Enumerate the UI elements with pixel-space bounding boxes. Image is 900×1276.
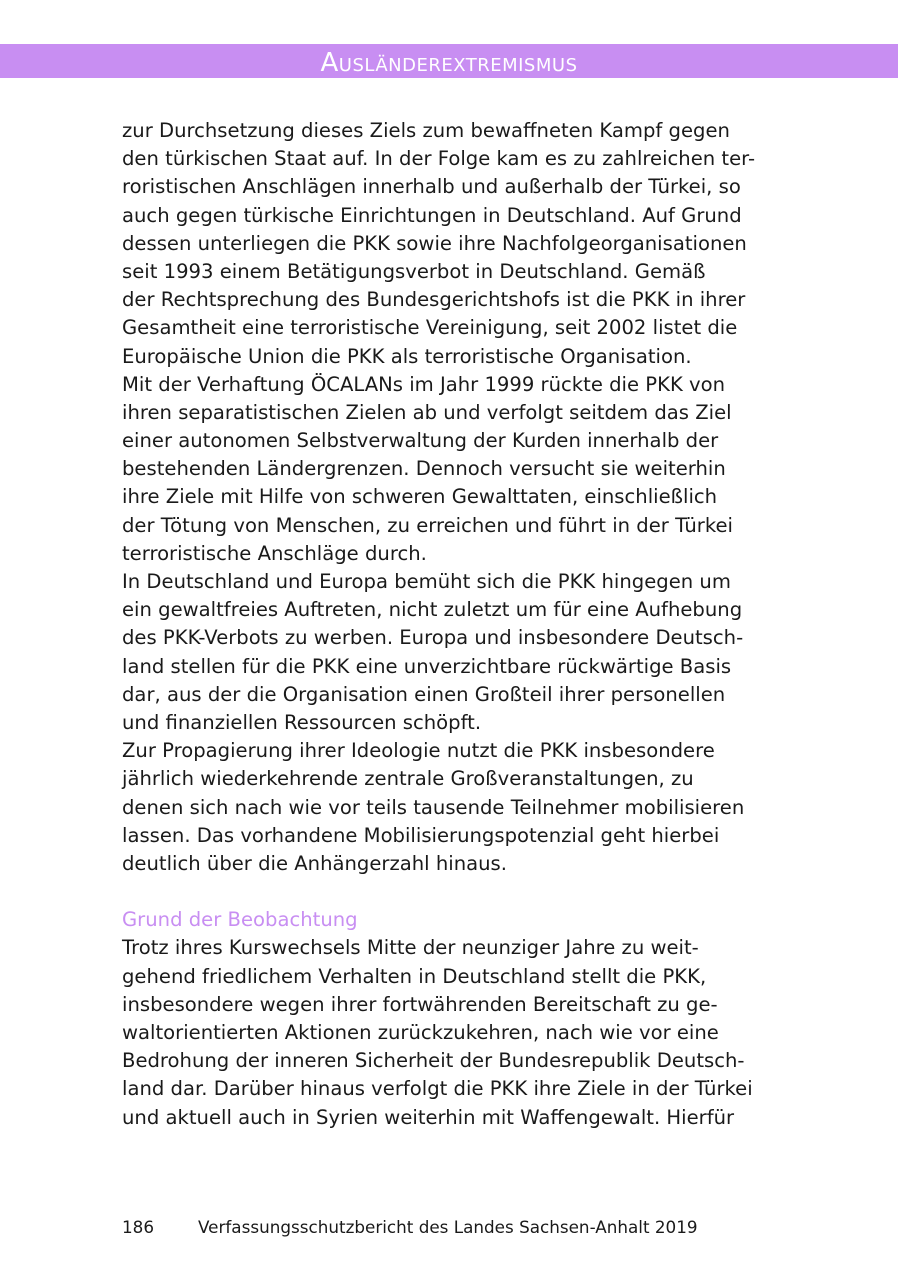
text-line: bestehenden Ländergrenzen. Dennoch versucht sie weiterhin [122,457,726,481]
text-line: ihre Ziele mit Hilfe von schweren Gewalttaten, einschließlich [122,485,718,509]
page-number: 186 [122,1217,155,1237]
text-line: denen sich nach wie vor teils tausende Teilnehmer mobilisieren [122,795,745,819]
text-line: ihren separatistischen Zielen ab und verfolgt seitdem das Ziel [122,400,732,424]
text-line: roristischen Anschlägen innerhalb und außerhalb der Türkei, so [122,175,741,199]
text-line: Trotz ihres Kurswechsels Mitte der neunziger Jahre zu weit- [122,936,699,960]
text-line: insbesondere wegen ihrer fortwährenden Bereitschaft zu ge- [122,992,718,1016]
text-line: In Deutschland und Europa bemüht sich die PKK hingegen um [122,570,731,593]
text-line: der Rechtsprechung des Bundesgerichtshofs ist die PKK in ihrer [122,288,746,312]
text-line: zur Durchsetzung dieses Ziels zum bewaffneten Kampf gegen [122,119,730,142]
text-line: den türkischen Staat auf. In der Folge kam es zu zahlreichen ter- [122,147,756,171]
text-line: und finanziellen Ressourcen schöpft. [122,710,482,734]
section [122,906,782,1132]
text-line: seit 1993 einem Betätigungsverbot in Deutschland. Gemäß [122,259,706,283]
text-line: lassen. Das vorhandene Mobilisierungspotenzial geht hierbei [122,823,720,847]
text-line: der Tötung von Menschen, zu erreichen und führt in der Türkei [122,513,733,537]
text-line: gehend friedlichem Verhalten in Deutschland stellt die PKK, [122,964,707,988]
text-line: deutlich über die Anhängerzahl hinaus. [122,851,507,875]
text-line: Gesamtheit eine terroristische Vereinigung, seit 2002 listet die [122,316,738,340]
text-line: Mit der Verhaftung ÖCALANs im Jahr 1999 rückte die PKK von [122,372,726,396]
text-line: Europäische Union die PKK als terroristische Organisation. [122,344,692,368]
text-line: einer autonomen Selbstverwaltung der Kurden innerhalb der [122,429,719,453]
text-line: des PKK-Verbots zu werben. Europa und insbesondere Deutsch- [122,626,744,650]
publication-title: Verfassungsschutzbericht des Landes Sachsen-Anhalt 2019 [198,1217,698,1237]
text-line: land stellen für die PKK eine unverzichtbare rückwärtige Basis [122,654,732,678]
paragraph [122,371,782,568]
text-line: auch gegen türkische Einrichtungen in Deutschland. Auf Grund [122,203,742,227]
text-line: terroristische Anschläge durch. [122,541,427,565]
paragraph [122,737,782,878]
chapter-header-band [0,44,898,78]
text-line: Zur Propagierung ihrer Ideologie nutzt die PKK insbesondere [122,739,715,763]
paragraph [122,568,782,737]
text-line: dessen unterliegen die PKK sowie ihre Nachfolgeorganisationen [122,231,747,255]
body-text [122,117,782,1132]
text-line: dar, aus der die Organisation einen Großteil ihrer personellen [122,682,726,706]
text-line: Bedrohung der inneren Sicherheit der Bundesrepublik Deutsch- [122,1049,745,1073]
text-line: und aktuell auch in Syrien weiterhin mit Waffengewalt. Hierfür [122,1105,735,1129]
text-line: waltorientierten Aktionen zurückzukehren, nach wie vor eine [122,1021,719,1044]
chapter-title: Ausländerextremismus [320,48,578,78]
text-line: jährlich wiederkehrende zentrale Großveranstaltungen, zu [122,767,694,791]
text-line: land dar. Darüber hinaus verfolgt die PKK ihre Ziele in der Türkei [122,1077,753,1101]
paragraph [122,117,782,371]
section-heading: Grund der Beobachtung [122,908,358,932]
text-line: ein gewaltfreies Auftreten, nicht zuletzt um für eine Aufhebung [122,598,743,622]
section-spacer [122,878,782,906]
